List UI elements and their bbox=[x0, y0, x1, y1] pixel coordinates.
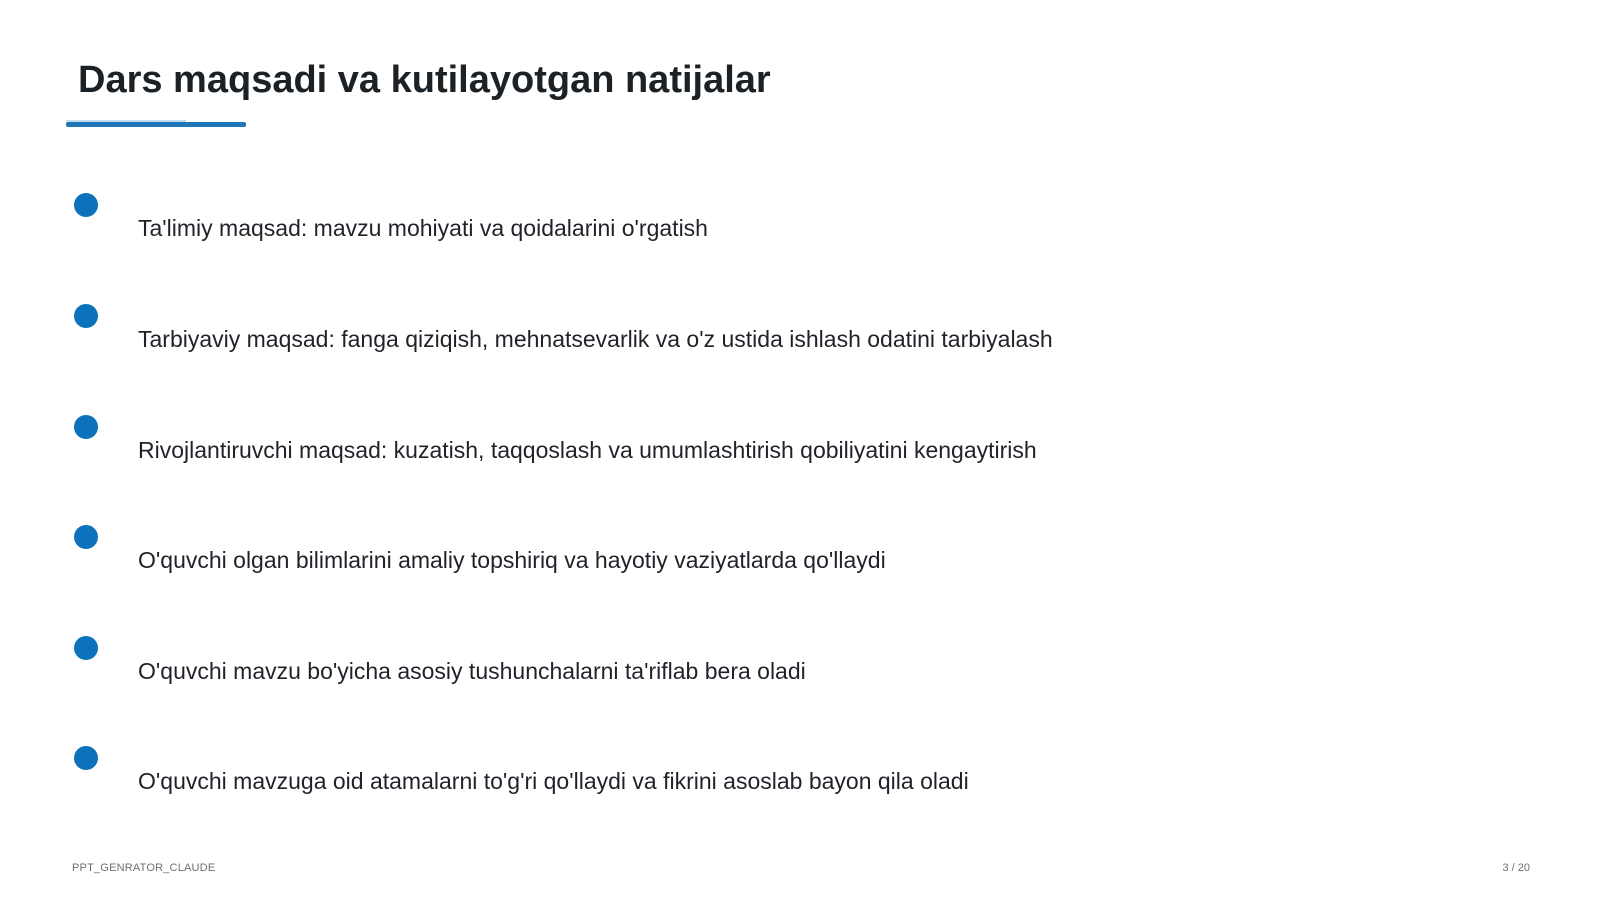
bullet-dot-icon bbox=[74, 304, 98, 328]
title-underline bbox=[66, 122, 246, 127]
list-item bbox=[0, 415, 1300, 475]
page-indicator: 3 / 20 bbox=[1502, 862, 1530, 874]
bullet-dot-icon bbox=[74, 525, 98, 549]
bullet-text: O'quvchi olgan bilimlarini amaliy topshiriq va hayotiy vaziyatlarda qo'llaydi bbox=[138, 547, 886, 573]
bullet-dot-icon bbox=[74, 193, 98, 217]
list-item bbox=[0, 193, 1300, 253]
bullet-text: Tarbiyaviy maqsad: fanga qiziqish, mehnatsevarlik va o'z ustida ishlash odatini tarbiyalash bbox=[138, 326, 1053, 352]
bullet-dot-icon bbox=[74, 636, 98, 660]
bullet-dot-icon bbox=[74, 746, 98, 770]
bullet-dot-icon bbox=[74, 415, 98, 439]
bullet-text: Rivojlantiruvchi maqsad: kuzatish, taqqoslash va umumlashtirish qobiliyatini kengaytirish bbox=[138, 437, 1037, 463]
list-item bbox=[0, 525, 1300, 585]
bullet-text: O'quvchi mavzuga oid atamalarni to'g'ri qo'llaydi va fikrini asoslab bayon qila oladi bbox=[138, 768, 969, 794]
footer-label: PPT_GENRATOR_CLAUDE bbox=[72, 862, 216, 874]
slide-title: Dars maqsadi va kutilayotgan natijalar bbox=[78, 59, 771, 101]
bullet-text: Ta'limiy maqsad: mavzu mohiyati va qoidalarini o'rgatish bbox=[138, 215, 708, 241]
bullet-text: O'quvchi mavzu bo'yicha asosiy tushunchalarni ta'riflab bera oladi bbox=[138, 658, 806, 684]
list-item bbox=[0, 304, 1300, 364]
list-item bbox=[0, 636, 1300, 696]
list-item bbox=[0, 746, 1300, 806]
